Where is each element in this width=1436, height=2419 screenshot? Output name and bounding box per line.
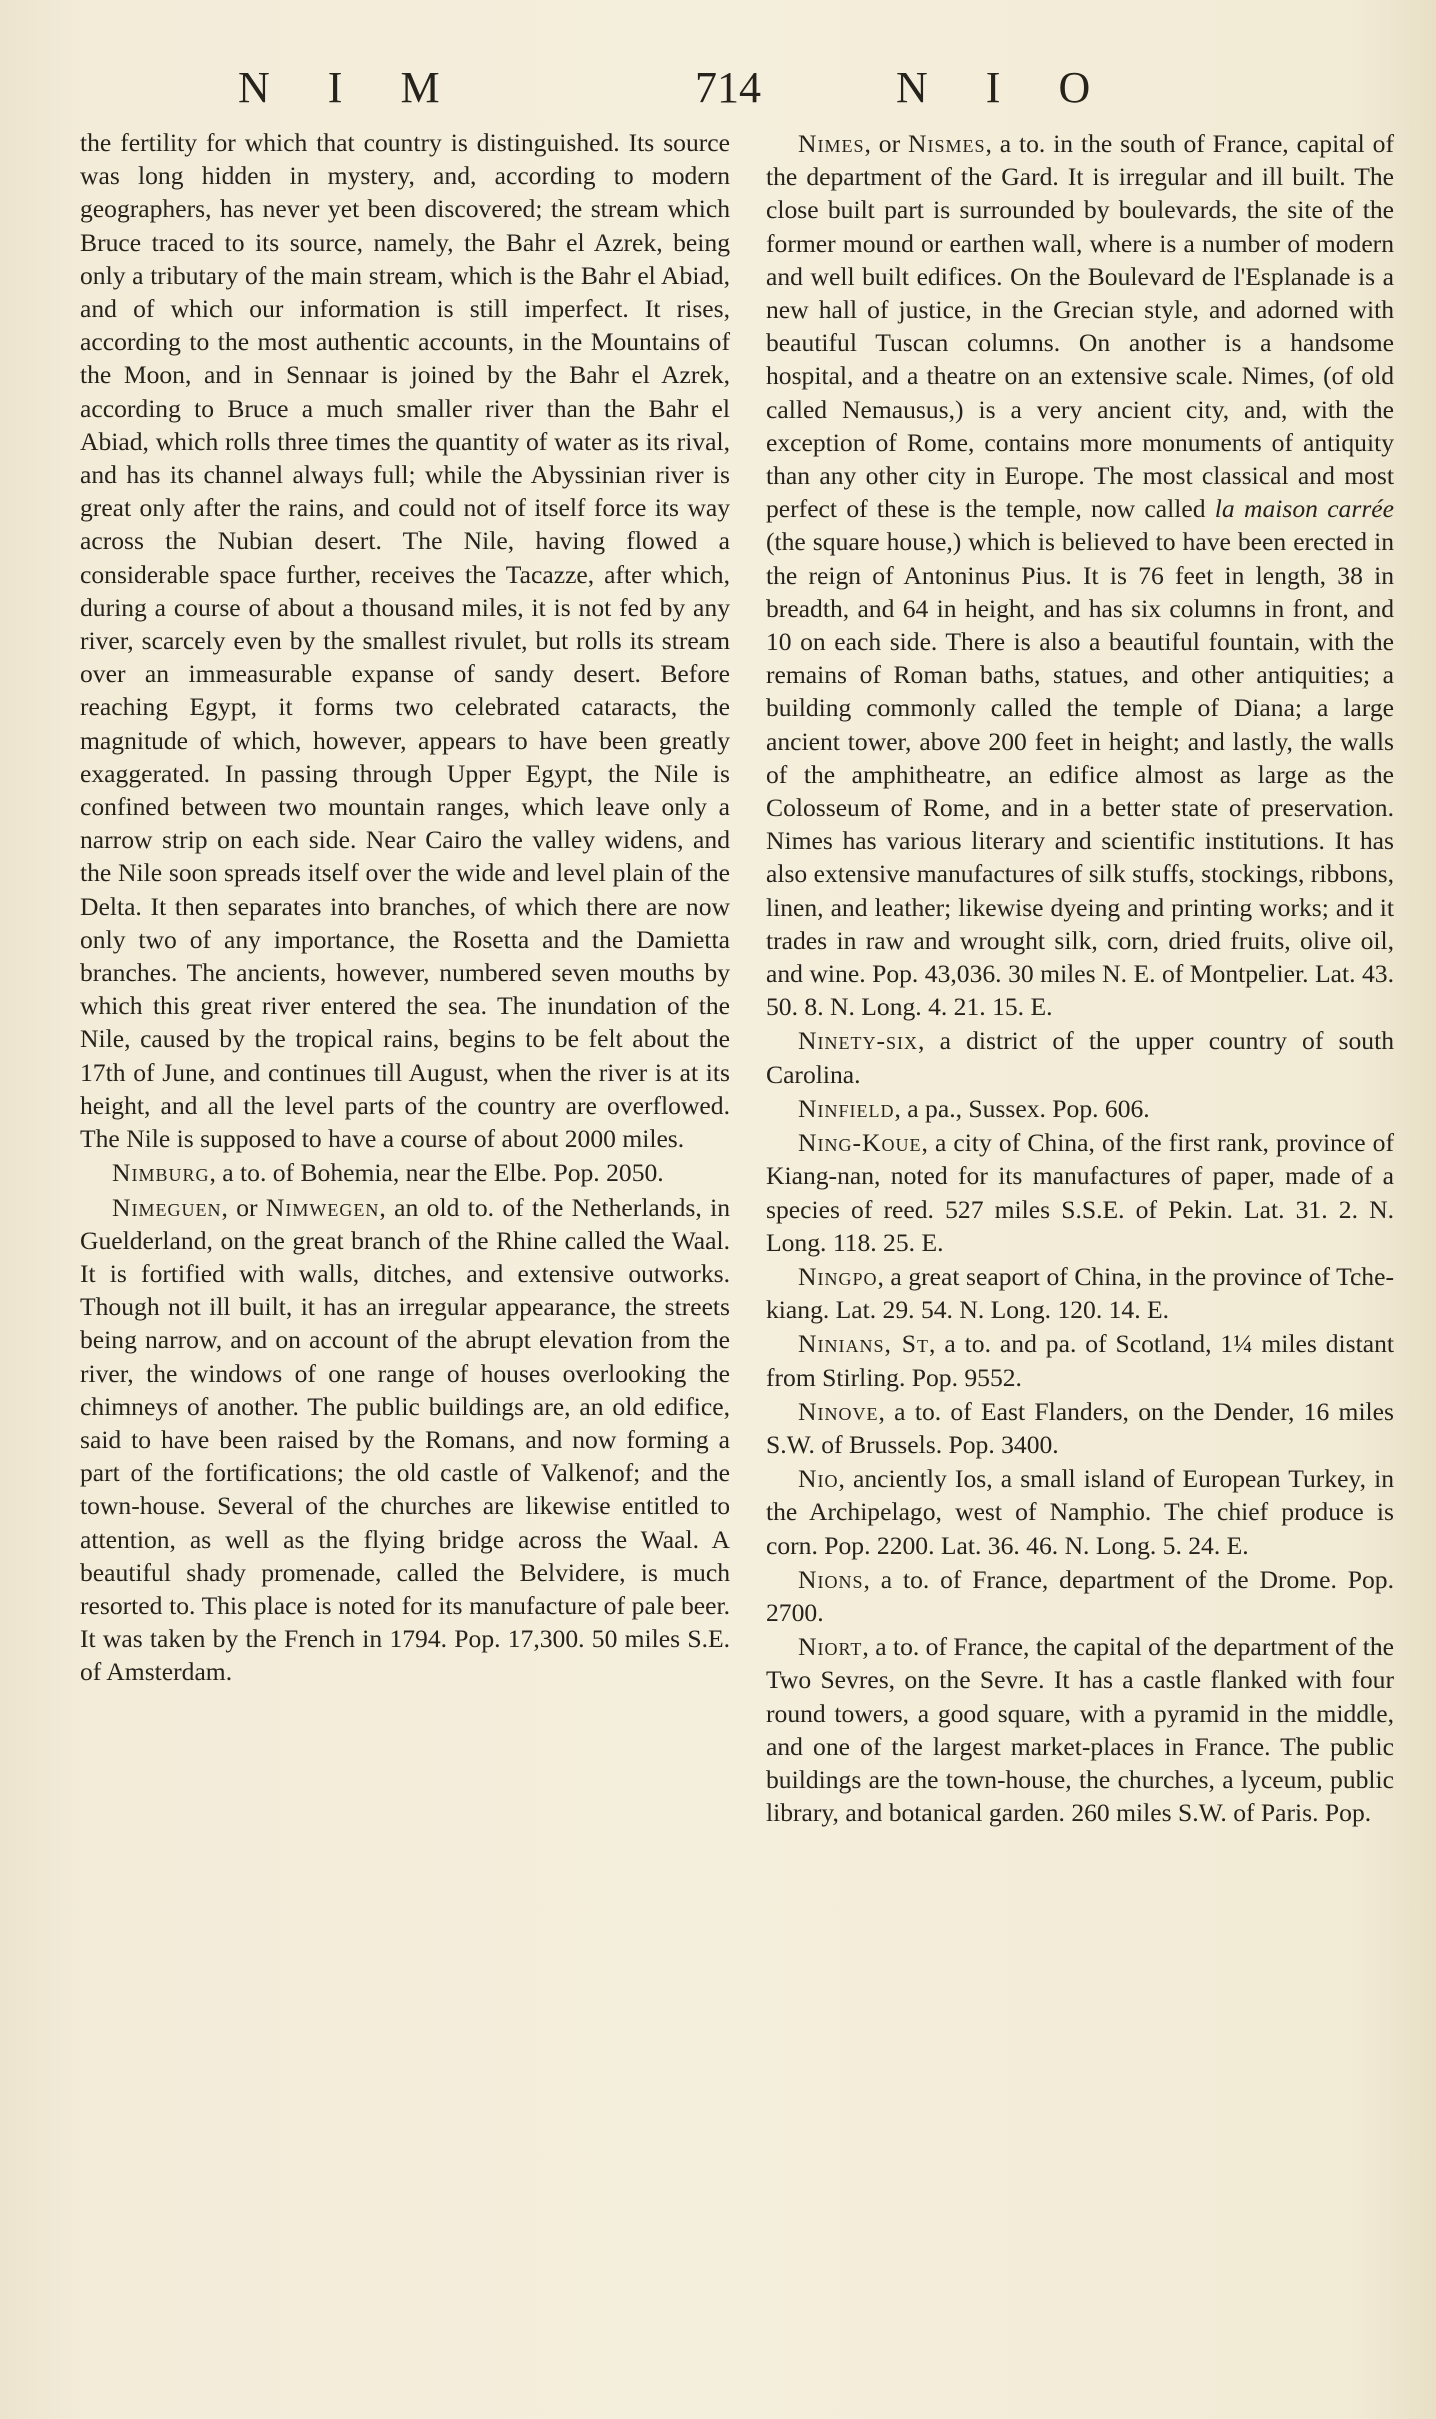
entry-nimes: [766, 127, 1394, 1023]
header-letter: I: [327, 63, 343, 112]
entry-headword: Ning-Koue: [798, 1128, 922, 1158]
entry-headword: Ningpo: [798, 1261, 878, 1291]
entry-headword-alt: Nimwegen: [265, 1192, 380, 1222]
header-right-guide-letters: [896, 62, 1148, 113]
nile-entry-continuation: the fertility for which that country is distinguished. Its source was long hidden in mystery, and, according to modern geographers, has never yet been discovered; the stream which Bruce traced to its source, namely, the Bahr el Azrek, being only a tributary of the main stream, which is the Bahr el Abiad, and of which our information is still imperfect. It rises, according to the most authentic accounts, in the Mountains of the Moon, and in Sennaar is joined by the Bahr el Azrek, according to Bruce a much smaller river than the Bahr el Abiad, which rolls three times the quantity of water as its rival, and has its channel always full; while the Abyssinian river is great only after the rains, and could not of itself force its way across the Nubian desert. The Nile, having flowed a considerable space further, receives the Tacazze, after which, during a course of about a thousand miles, it is not fed by any river, scarcely even by the smallest rivulet, but rolls its stream over an immeasurable expanse of sandy desert. Before reaching Egypt, it forms two celebrated cataracts, the magnitude of which, however, appears to have been greatly exaggerated. In passing through Upper Egypt, the Nile is confined between two mountain ranges, which leave only a narrow strip on each side. Near Cairo the valley widens, and the Nile soon spreads itself over the wide and level plain of the Delta. It then separates into branches, of which there are now only two of any importance, the Rosetta and the Damietta branches. The ancients, however, numbered seven mouths by which this great river entered the sea. The inundation of the Nile, caused by the tropical rains, begins to be felt about the 17th of June, and continues till August, when the river is at its height, and all the level parts of the country are overflowed. The Nile is supposed to have a course of about 2000 miles.: [80, 128, 730, 1154]
left-column: [80, 126, 730, 1689]
entry-text: , a district of the upper country of south Carolina.: [766, 1026, 1394, 1089]
entry-connector: , or: [864, 129, 908, 158]
entry-headword: Nions: [798, 1564, 864, 1594]
entry-text: (the square house,) which is believed to have been erected in the reign of Antoninus Pius. It is 76 feet in length, 38 in breadth, and 64 in height, and has six columns in front, and 10 on each side. There is also a beautiful fountain, with the remains of Roman baths, statues, and other antiquities; a building commonly called the temple of Diana; a large ancient tower, above 200 feet in height; and lastly, the walls of the amphitheatre, an edifice almost as large as the Colosseum of Rome, and in a better state of preservation. Nimes has various literary and scientific institutions. It has also extensive manufactures of silk stuffs, stockings, ribbons, linen, and leather; likewise dyeing and printing works; and it trades in raw and wrought silk, corn, dried fruits, olive oil, and wine. Pop. 43,036. 30 miles N. E. of Montpelier. Lat. 43. 50. 8. N. Long. 4. 21. 15. E.: [766, 527, 1394, 1022]
entry-headword: Nimeguen: [112, 1192, 222, 1222]
entry-headword: Ninove: [798, 1396, 879, 1426]
header-letter: N: [896, 63, 928, 112]
entry-text: , a to. of France, the capital of the department of the Two Sevres, on the Sevre. It has a castle flanked with four round towers, a good square, with a pyramid in the middle, and one of the largest market-places in France. The public buildings are the town-house, the churches, a lyceum, public library, and botanical garden. 260 miles S.W. of Paris. Pop.: [766, 1632, 1394, 1828]
header-letter: N: [238, 63, 270, 112]
entry-headword: Nio: [798, 1464, 839, 1494]
right-column: [766, 126, 1394, 1829]
entry-ninove: [766, 1395, 1394, 1461]
entry-headword: Ninians, St: [798, 1329, 930, 1359]
entry-headword-alt: Nismes: [907, 129, 986, 158]
entry-ningpo: [766, 1260, 1394, 1326]
header-left-guide-letters: [238, 62, 498, 113]
entry-niort: [766, 1630, 1394, 1829]
entry-headword: Ninety-six: [798, 1026, 918, 1056]
entry-text: , an old to. of the Netherlands, in Guelderland, on the great branch of the Rhine called the Waal. It is fortified with walls, ditches, and extensive outworks. Though not ill built, it has an irregular appearance, the streets being narrow, and on account of the abrupt elevation from the river, the windows of one range of houses overlooking the chimneys of another. The public buildings are, an old edifice, said to have been raised by the Romans, and now forming a part of the fortifications; the old castle of Valkenof; and the town-house. Several of the churches are likewise entitled to attention, as well as the flying bridge across the Waal. A beautiful shady promenade, called the Belvidere, is much resorted to. This place is noted for its manufacture of pale beer. It was taken by the French in 1794. Pop. 17,300. 50 miles S.E. of Amsterdam.: [80, 1192, 731, 1687]
entry-ninfield: [766, 1092, 1394, 1125]
entry-ninety-six: [766, 1024, 1394, 1090]
entry-text: , a pa., Sussex. Pop. 606.: [894, 1093, 1150, 1123]
entry-nimburg: [80, 1156, 730, 1189]
entry-text: , a city of China, of the first rank, province of Kiang-nan, noted for its manufactures of paper, made of a species of reed. 527 miles S.S.E. of Pekin. Lat. 31. 2. N. Long. 118. 25. E.: [766, 1128, 1394, 1257]
entry-connector: , or: [221, 1192, 266, 1222]
entry-ning-koue: [766, 1126, 1394, 1259]
entry-text: , a to. and pa. of Scotland, 1¼ miles distant from Stirling. Pop. 9552.: [766, 1329, 1394, 1392]
header-letter: M: [400, 63, 440, 112]
entry-ninians-st: [766, 1327, 1394, 1393]
entry-nions: [766, 1563, 1394, 1629]
header-letter: O: [1058, 63, 1091, 112]
page-number: 714: [695, 63, 761, 112]
entry-text: , a to. of Bohemia, near the Elbe. Pop. 2050.: [209, 1158, 664, 1188]
entry-nimeguen: [80, 1191, 730, 1689]
entry-headword: Nimburg: [112, 1158, 210, 1188]
entry-text: , a to. of France, department of the Drome. Pop. 2700.: [766, 1564, 1394, 1627]
entry-text: , a to. of East Flanders, on the Dender, 16 miles S.W. of Brussels. Pop. 3400.: [766, 1396, 1394, 1459]
header-letter: I: [985, 63, 1001, 112]
running-header: [0, 62, 1436, 112]
entry-headword: Ninfield: [798, 1093, 895, 1123]
entry-headword: Niort: [798, 1632, 863, 1662]
entry-text: , a great seaport of China, in the province of Tche-kiang. Lat. 29. 54. N. Long. 120. 14. E.: [766, 1261, 1394, 1325]
entry-italic-term: la maison carrée: [1214, 494, 1394, 524]
entry-headword: Nimes: [798, 129, 865, 158]
entry-text: , a to. in the south of France, capital of the department of the Gard. It is irregular and ill built. The close built part is surrounded by boulevards, the site of the former mound or earthen wall, where is a number of modern and well built edifices. On the Boulevard de l'Esplanade is a new hall of justice, in the Grecian style, and adorned with beautiful Tuscan columns. On another is a handsome hospital, and a theatre on an extensive scale. Nimes, (of old called Nemausus,) is a very ancient city, and, with the exception of Rome, contains more monuments of antiquity than any other city in Europe. The most classical and most perfect of these is the temple, now called: [766, 129, 1394, 524]
entry-text: , anciently Ios, a small island of European Turkey, in the Archipelago, west of Namphio. The chief produce is corn. Pop. 2200. Lat. 36. 46. N. Long. 5. 24. E.: [766, 1464, 1394, 1560]
entry-nio: [766, 1462, 1394, 1562]
